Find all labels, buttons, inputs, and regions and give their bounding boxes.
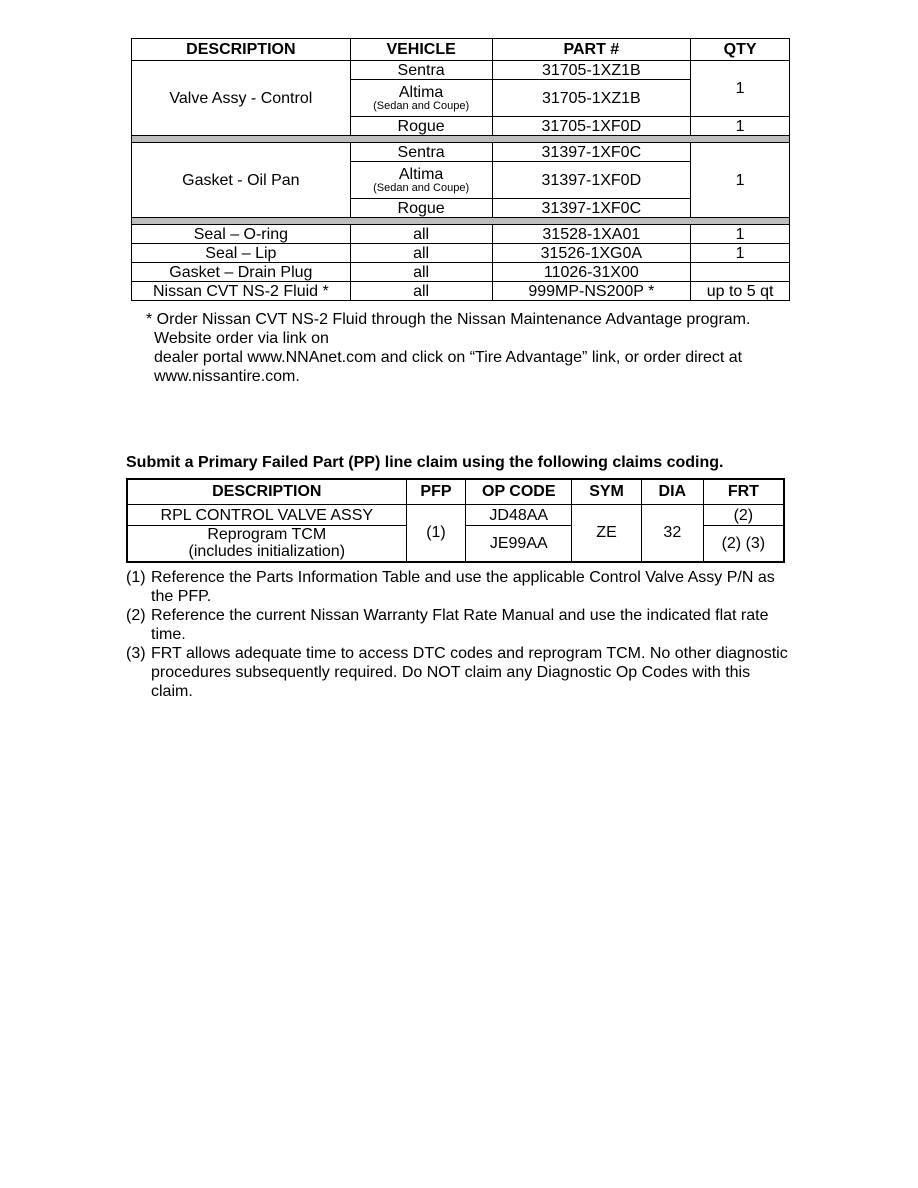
claim-coding-title: Submit a Primary Failed Part (PP) line claim using the following claims coding. bbox=[126, 454, 724, 471]
frt-cell: (2) bbox=[703, 505, 784, 526]
header-qty: QTY bbox=[691, 39, 790, 61]
footnote bbox=[126, 568, 796, 606]
vehicle-cell bbox=[350, 162, 492, 199]
valve-description: Valve Assy - Control bbox=[132, 61, 351, 136]
description-cell: Gasket – Drain Plug bbox=[132, 263, 351, 282]
vehicle-subtitle: (Sedan and Coupe) bbox=[373, 99, 470, 112]
table-row bbox=[127, 505, 784, 526]
footnote bbox=[126, 606, 796, 644]
header-pfp: PFP bbox=[406, 479, 466, 505]
part-number-cell: 11026-31X00 bbox=[492, 263, 691, 282]
header-description: DESCRIPTION bbox=[127, 479, 406, 505]
footnote-number: (2) bbox=[126, 607, 146, 624]
dia-cell: 32 bbox=[641, 505, 703, 562]
note-line: www.nissantire.com. bbox=[154, 368, 300, 385]
table-row bbox=[132, 244, 790, 263]
part-number-cell: 31397-1XF0C bbox=[492, 199, 691, 218]
op-code-cell: JE99AA bbox=[466, 526, 572, 562]
vehicle-cell: Sentra bbox=[350, 143, 492, 162]
part-number-cell: 31705-1XF0D bbox=[492, 117, 691, 136]
frt-cell: (2) (3) bbox=[703, 526, 784, 562]
table-row bbox=[132, 61, 790, 80]
valve-qty: 1 bbox=[691, 61, 790, 117]
footnote bbox=[126, 644, 796, 701]
sym-cell: ZE bbox=[572, 505, 642, 562]
footnote-number: (1) bbox=[126, 569, 146, 586]
description-cell bbox=[127, 526, 406, 562]
vehicle-name: Altima bbox=[398, 83, 444, 101]
description-sub: (includes initialization) bbox=[188, 543, 346, 561]
part-number-cell: 31705-1XZ1B bbox=[492, 80, 691, 117]
qty-cell bbox=[691, 263, 790, 282]
footnote-number: (3) bbox=[126, 645, 146, 662]
description-cell: Seal – Lip bbox=[132, 244, 351, 263]
vehicle-cell: Rogue bbox=[350, 117, 492, 136]
description-cell: Nissan CVT NS-2 Fluid * bbox=[132, 282, 351, 301]
part-number-cell: 31526-1XG0A bbox=[492, 244, 691, 263]
qty-cell: 1 bbox=[691, 117, 790, 136]
group-separator bbox=[132, 218, 790, 225]
description-cell: Seal – O-ring bbox=[132, 225, 351, 244]
gasket-qty: 1 bbox=[691, 143, 790, 218]
vehicle-cell: all bbox=[350, 263, 492, 282]
pfp-cell: (1) bbox=[406, 505, 466, 562]
note-line: dealer portal www.NNAnet.com and click on “Tire Advantage” link, or order direct at bbox=[154, 349, 743, 366]
vehicle-cell: all bbox=[350, 244, 492, 263]
part-number-cell: 999MP-NS200P * bbox=[492, 282, 691, 301]
vehicle-name: Altima bbox=[398, 165, 444, 183]
claims-header-row bbox=[127, 479, 784, 505]
qty-cell: 1 bbox=[691, 225, 790, 244]
header-vehicle: VEHICLE bbox=[350, 39, 492, 61]
header-frt: FRT bbox=[703, 479, 784, 505]
table-row bbox=[132, 282, 790, 301]
part-number-cell: 31705-1XZ1B bbox=[492, 61, 691, 80]
vehicle-cell: Rogue bbox=[350, 199, 492, 218]
header-dia: DIA bbox=[641, 479, 703, 505]
vehicle-cell: all bbox=[350, 225, 492, 244]
description-cell: RPL CONTROL VALVE ASSY bbox=[127, 505, 406, 526]
vehicle-subtitle: (Sedan and Coupe) bbox=[373, 181, 470, 194]
part-number-cell: 31397-1XF0C bbox=[492, 143, 691, 162]
claims-table bbox=[126, 478, 785, 563]
description-main: Reprogram TCM bbox=[207, 526, 327, 544]
vehicle-cell bbox=[350, 80, 492, 117]
vehicle-cell: all bbox=[350, 282, 492, 301]
group-separator bbox=[132, 136, 790, 143]
header-op-code: OP CODE bbox=[466, 479, 572, 505]
part-number-cell: 31397-1XF0D bbox=[492, 162, 691, 199]
table-row bbox=[132, 143, 790, 162]
footnotes bbox=[126, 568, 796, 701]
header-part-number: PART # bbox=[492, 39, 691, 61]
table-row bbox=[132, 263, 790, 282]
fluid-order-note bbox=[146, 310, 786, 386]
qty-cell: 1 bbox=[691, 244, 790, 263]
note-line: * Order Nissan CVT NS-2 Fluid through the Nissan Maintenance Advantage program. bbox=[146, 311, 751, 328]
parts-table bbox=[131, 38, 790, 301]
part-number-cell: 31528-1XA01 bbox=[492, 225, 691, 244]
note-line: Website order via link on bbox=[154, 330, 329, 347]
footnote-text: Reference the current Nissan Warranty Flat Rate Manual and use the indicated flat rate time. bbox=[151, 607, 769, 643]
footnote-text: FRT allows adequate time to access DTC codes and reprogram TCM. No other diagnostic procedures subsequently required. Do NOT claim any Diagnostic Op Codes with this claim. bbox=[151, 645, 788, 700]
header-description: DESCRIPTION bbox=[132, 39, 351, 61]
header-sym: SYM bbox=[572, 479, 642, 505]
vehicle-cell: Sentra bbox=[350, 61, 492, 80]
parts-header-row bbox=[132, 39, 790, 61]
footnote-text: Reference the Parts Information Table and use the applicable Control Valve Assy P/N as the PFP. bbox=[151, 569, 775, 605]
op-code-cell: JD48AA bbox=[466, 505, 572, 526]
gasket-description: Gasket - Oil Pan bbox=[132, 143, 351, 218]
table-row bbox=[132, 225, 790, 244]
qty-cell: up to 5 qt bbox=[691, 282, 790, 301]
